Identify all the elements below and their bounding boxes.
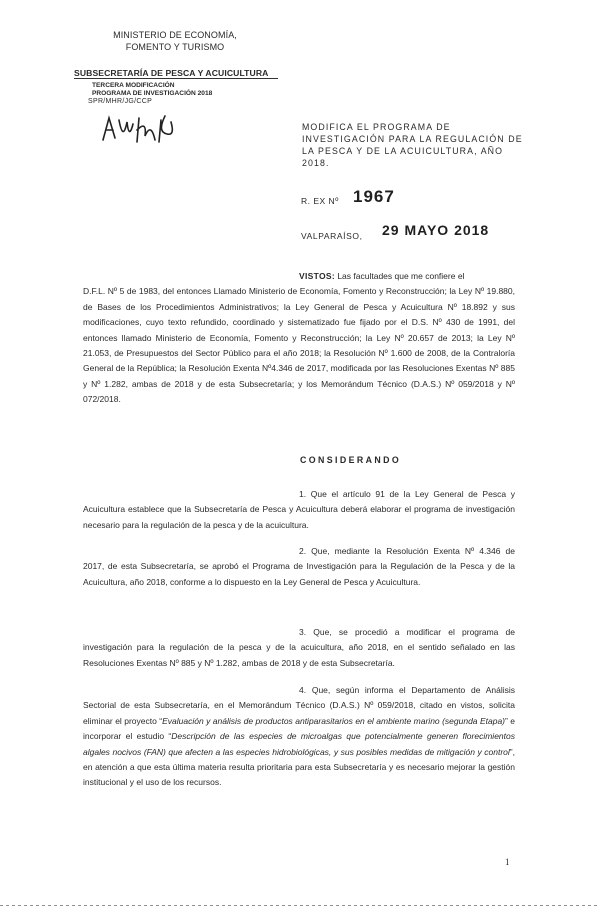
vistos-text-first: Las facultades que me confiere el	[337, 271, 465, 281]
vistos-label: VISTOS:	[299, 271, 335, 281]
heading-underline	[74, 78, 278, 79]
considerando-item-3: 3. Que, se procedió a modificar el programa de investigación para la regulación de la pesca y de la acuicultura, año 2018, en el sentido señalado en las Resoluciones Exentas Nº 885 y Nº 1.282, ambas de 2018 y de esta Subsecretaría.	[83, 627, 515, 668]
vistos-paragraph	[83, 269, 515, 408]
page-number: 1	[505, 857, 510, 867]
scan-bottom-edge	[0, 905, 600, 906]
considerando-item-2: 2. Que, mediante la Resolución Exenta Nº 4.346 de 2017, de esta Subsecretaría, se aprobó el Programa de Investigación para la Regulación de la Pesca y de la Acuicultura, año 2018, conforme a lo dispuesto en la Ley General de Pesca y Acuicultura.	[83, 546, 515, 587]
considerando-item-1: 1. Que el artículo 91 de la Ley General de Pesca y Acuicultura establece que la Subsecretaría de Pesca y Acuicultura deberá elaborar el programa de investigación necesario para la regulación de la pesca y de la acuicultura.	[83, 489, 515, 530]
ministry-line-2: FOMENTO Y TURISMO	[125, 41, 225, 52]
c4-text-c: ”, en atención a que esta última materia resulta prioritaria para esta Subsecretaría y es necesario mejorar la gestión institucional y el uso de los recursos.	[83, 746, 515, 788]
resolution-number: 1967	[353, 187, 395, 206]
resolution-date-stamp: 29 MAYO 2018	[382, 222, 490, 238]
c4-project-removed: Evaluación y análisis de productos antiparasitarios en el ambiente marino (segunda Etapa)	[162, 715, 505, 726]
c4-study-added: Descripción de las especies de microalgas que potencialmente generen florecimientos algales nocivos (FAN) que afecten a las especies hidrobiológicas, y sus posibles medidas de mitigación y control	[83, 731, 515, 757]
modification-line-2: PROGRAMA DE INVESTIGACIÓN 2018	[92, 90, 213, 97]
considerando-item-4	[83, 683, 515, 791]
c4-text-b: ” e incorporar el estudio “	[83, 715, 515, 742]
subsecretaria-heading: SUBSECRETARÍA DE PESCA Y ACUICULTURA	[74, 68, 269, 78]
resolution-city: VALPARAÍSO,	[301, 231, 363, 241]
author-initials: SPR/MHR/JG/CCP	[88, 98, 153, 105]
considerando-heading: CONSIDERANDO	[300, 455, 402, 465]
handwritten-signature-icon	[95, 100, 205, 150]
ministry-line-1: MINISTERIO DE ECONOMÍA,	[113, 30, 237, 40]
resolution-subject: MODIFICA EL PROGRAMA DE INVESTIGACIÓN PARA LA REGULACIÓN DE LA PESCA Y DE LA ACUICULTURA, AÑO 2018.	[302, 122, 523, 168]
resolution-label: R. EX Nº	[301, 196, 339, 206]
vistos-text: D.F.L. Nº 5 de 1983, del entonces Llamado Ministerio de Economía, Fomento y Reconstrucción; la Ley Nº 19.880, de Bases de los Procedimientos Administrativos; la Ley General de Pesca y Acuicultura Nº 18.892 y sus modificaciones, cuyo texto refundido, coordinado y sistematizado fue fijado por el D.S. Nº 430 de 1991, del entonces llamado Ministerio de Economía, Fomento y Reconstrucción; la Ley Nº 20.657 de 2013; la Ley Nº 21.053, de Presupuestos del Sector Público para el año 2018; la Resolución Nº 1.600 de 2008, de la Contraloría General de la República; la Resolución Exenta Nº4.346 de 2017, modificada por las Resoluciones Exentas Nº 885 y Nº 1.282, ambas de 2018 y de esta Subsecretaría; y los Memorándum Técnico (D.A.S.) Nº 059/2018 y Nº 072/2018.	[83, 286, 515, 405]
modification-note	[92, 82, 212, 98]
c4-text-a: 4. Que, según informa el Departamento de Análisis Sectorial de esta Subsecretaría, en el Memorándum Técnico (D.A.S.) Nº 059/2018, citado en vistos, solicita eliminar el proyecto “	[83, 685, 515, 726]
ministry-heading	[100, 30, 250, 53]
modification-line-1: TERCERA MODIFICACIÓN	[92, 82, 175, 89]
